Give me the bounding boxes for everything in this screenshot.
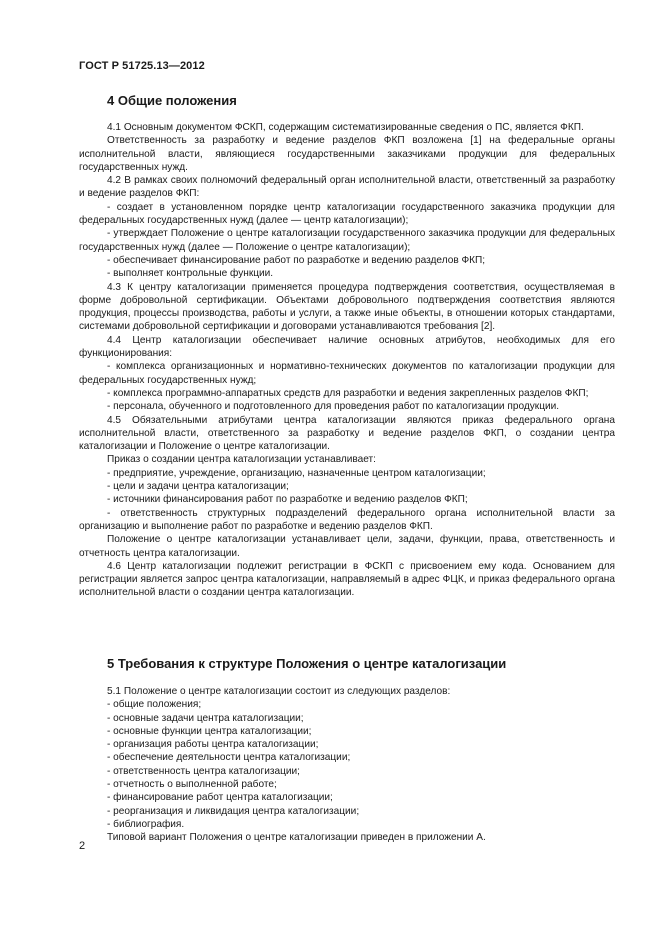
list-item: - утверждает Положение о центре каталогизации государственного заказчика продукции для федеральных государственных нужд (далее — Положение о центре каталогизации); <box>79 228 615 253</box>
paragraph: Ответственность за разработку и ведение разделов ФКП возложена [1] на федеральные органы исполнительной власти, являющиеся государственными заказчиками продукции для федеральных государственных нужд. <box>79 135 615 173</box>
list-item: - комплекса организационных и нормативно-технических документов по каталогизации продукции для федеральных государственных нужд; <box>79 361 615 386</box>
paragraph: 4.2 В рамках своих полномочий федеральный орган исполнительной власти, ответственный за разработку и ведение разделов ФКП: <box>79 175 615 200</box>
list-item: - выполняет контрольные функции. <box>107 268 274 280</box>
list-item: - обеспечение деятельности центра каталогизации; <box>107 752 351 764</box>
section-5-title: 5 Требования к структуре Положения о центре каталогизации <box>107 656 507 671</box>
list-item: - создает в установленном порядке центр каталогизации государственного заказчика продукции для федеральных государственных нужд (далее — центр каталогизации); <box>79 201 615 227</box>
list-item: - персонала, обученного и подготовленного для проведения работ по каталогизации продукции. <box>107 401 560 413</box>
list-item: - отчетность о выполненной работе; <box>107 779 277 791</box>
paragraph: Типовой вариант Положения о центре каталогизации приведен в приложении А. <box>107 832 486 844</box>
paragraph: 4.1 Основным документом ФСКП, содержащим систематизированные сведения о ПС, является ФКП. <box>107 122 584 133</box>
section-5 <box>79 655 615 845</box>
paragraph: 4.4 Центр каталогизации обеспечивает наличие основных атрибутов, необходимых для его функционирования: <box>79 334 615 360</box>
page-number: 2 <box>79 840 86 852</box>
paragraph: 4.6 Центр каталогизации подлежит регистрации в ФСКП с присвоением ему кода. Основанием для регистрации является запрос центра каталогизации, направляемый в адрес ФЦК, и приказ федерального органа исполнительной власти о создании центра каталогизации. <box>79 560 615 599</box>
paragraph: 5.1 Положение о центре каталогизации состоит из следующих разделов: <box>107 686 451 697</box>
list-item: - основные функции центра каталогизации; <box>107 725 312 737</box>
list-item: - предприятие, учреждение, организацию, назначенные центром каталогизации; <box>107 467 486 479</box>
section-5-body <box>79 685 615 845</box>
document-code-header: ГОСТ Р 51725.13—2012 <box>79 60 205 72</box>
list-item: - финансирование работ центра каталогизации; <box>107 792 333 804</box>
list-item: - ответственность центра каталогизации; <box>107 765 300 777</box>
paragraph: Приказ о создании центра каталогизации устанавливает: <box>107 454 376 466</box>
paragraph: Положение о центре каталогизации устанавливает цели, задачи, функции, права, ответственность и отчетность центра каталогизации. <box>79 534 615 559</box>
list-item: - цели и задачи центра каталогизации; <box>107 481 289 493</box>
list-item: - основные задачи центра каталогизации; <box>107 712 304 724</box>
list-item: - общие положения; <box>107 699 202 711</box>
list-item: - источники финансирования работ по разработке и ведению разделов ФКП; <box>107 494 468 506</box>
section-4-body <box>79 121 615 600</box>
list-item: - реорганизация и ликвидация центра каталогизации; <box>107 805 360 817</box>
list-item: - обеспечивает финансирование работ по разработке и ведению разделов ФКП; <box>107 254 486 266</box>
section-4 <box>79 92 615 600</box>
paragraph: 4.3 К центру каталогизации применяется процедура подтверждения соответствия, осуществляемая в форме добровольной сертификации. Объектами добровольного подтверждения соответствия являются продукция, процессы производства, работы и услуги, а также иные объекты, в отношении которых стандартами, системами добровольной сертификации и договорами устанавливаются требования [2]. <box>79 281 615 333</box>
list-item: - библиография. <box>107 818 185 830</box>
list-item: - комплекса программно-аппаратных средств для разработки и ведения закрепленных разделов ФКП; <box>107 387 589 399</box>
paragraph: 4.5 Обязательными атрибутами центра каталогизации являются приказ федерального органа исполнительной власти, ответственного за разработку и ведение разделов ФКП, о создании центра каталогизации и Положение о центре каталогизации. <box>79 414 615 453</box>
list-item: - ответственность структурных подразделений федерального органа исполнительной власти за организацию и выполнение работ по разработке и ведению разделов ФКП. <box>79 507 615 532</box>
list-item: - организация работы центра каталогизации; <box>107 739 319 751</box>
section-4-title: 4 Общие положения <box>107 93 237 108</box>
